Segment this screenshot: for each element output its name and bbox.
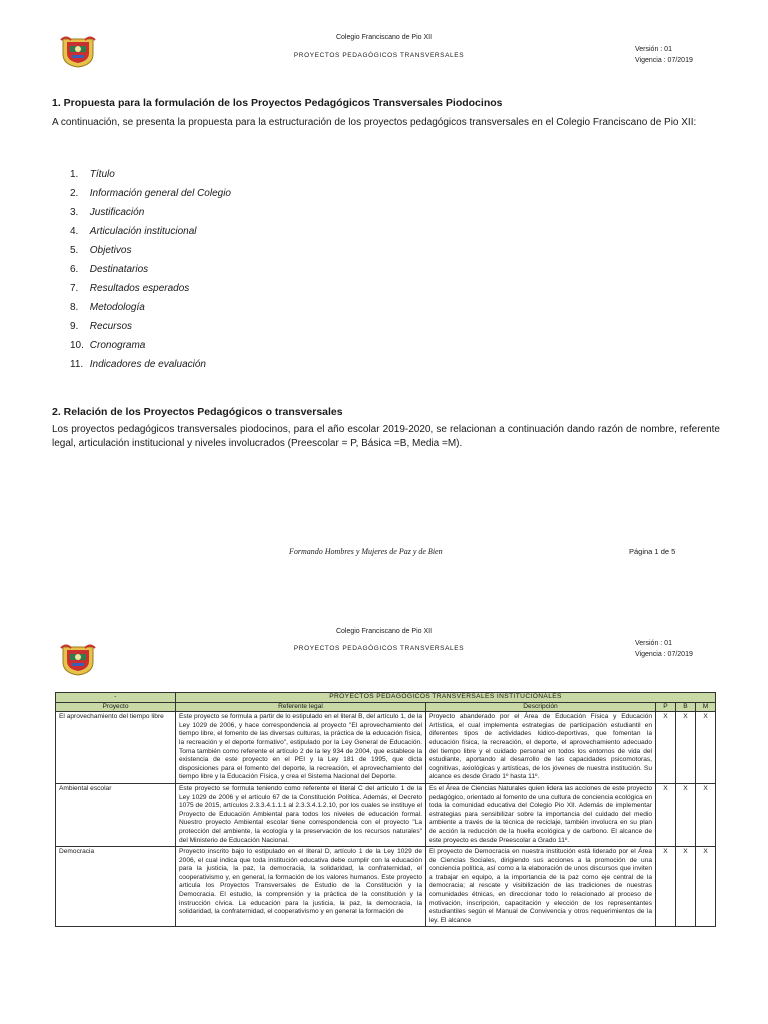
school-name: Colegio Franciscano de Pio XII [335,628,433,635]
section-1-heading: 1. Propuesta para la formulación de los Proyectos Pedagógicos Transversales Piodocinos [52,97,503,109]
legal-reference: Este proyecto se formula teniendo como referente el literal C del artículo 1 de la Ley 1029 de 2006 y el artículo 67 de la Constitución Política. Además, el Decreto 1075 de 2015, artículos 2.3.3.4.1.1.1 al 2.3.3.4.1.2.10, por los cuales se instituye el Proyecto de Educación Ambiental para todos los niveles de educación formal. Nuestro proyecto Ambiental escolar tiene correspondencia con el proyecto "La protección del ambiente, la ecología y la preservación de los recursos naturales" del Ministerio de Educación Nacional. [176,783,426,846]
level-b-mark: X [676,783,696,846]
list-item: 10. Cronograma [70,340,146,351]
version-block [635,638,693,660]
legal-reference: Este proyecto se formula a partir de lo estipulado en el literal B, del artículo 1, de la Ley 1029 de 2006, y hace correspondencia al proyecto "El aprovechamiento del tiempo libre, el fomento de las diversas culturas, la práctica de la educación física, la recreación y el deporte formativo", estipulado por la Ley General de Educación. Toma también como referente el artículo 2 de la ley 934 de 2004, que establece la existencia de este proyecto en el PEI y la Ley 181 de 1995, que dicta disposiciones para el fomento del deporte, la recreación, el aprovechamiento del tiempo libre y la Educación Física, y crea el Sistema Nacional del Deporte. [176,712,426,784]
col-header-project: Proyecto [56,702,176,712]
project-description: El proyecto de Democracia en nuestra institución está liderado por el Área de Ciencias Sociales, dirigiendo sus acciones a la promoción de una conciencia política, así como a la elaboración de unos discursos que inviten a trabajar en equipo, a la importancia de la paz como eje central de la democracia; al rescate y visibilización de las tradiciones de nuestras comunidades étnicas, en direccionar todo lo relacionado al proceso de motivación, inscripción, capacitación y elección de los representantes estudiantiles según el Manual de Convivencia y otros requerimientos de la ley. El alcance [426,847,656,927]
structure-list [70,166,231,375]
validity-label: Vigencia : 07/2019 [635,651,693,658]
project-description: Es el Área de Ciencias Naturales quien lidera las acciones de este proyecto pedagógico, orientado al fomento de una cultura de conciencia ecológica en toda la comunidad educativa del Colegio Pio XII. Además de implementar estrategias para sensibilizar sobre la importancia del cuidado del medio ambiente a través de la técnica de reciclaje, también involucra en su plan de acción la reducción de la huella ecológica y de carbono. El alcance de este proyecto es desde Preescolar a Grado 11º. [426,783,656,846]
list-item: 3. Justificación [70,207,145,218]
table-row [56,847,716,927]
page-number: Página 1 de 5 [629,547,676,556]
table-row [56,712,716,784]
list-item: 6. Destinatarios [70,264,149,275]
level-p-mark: X [656,712,676,784]
version-label: Versión : 01 [635,46,672,53]
list-item: 1. Título [70,169,115,180]
level-b-mark: X [676,712,696,784]
footer-motto: Formando Hombres y Mujeres de Paz y de Bien [289,547,443,556]
col-header-description: Descripción [426,702,656,712]
col-header-legal: Referente legal [176,702,426,712]
list-item: 5. Objetivos [70,245,132,256]
page-header [0,608,768,688]
level-m-mark: X [696,712,716,784]
version-label: Versión : 01 [635,640,672,647]
project-name: El aprovechamiento del tiempo libre [56,712,176,784]
level-p-mark: X [656,783,676,846]
list-item: 11. Indicadores de evaluación [70,359,206,370]
list-item: 2. Información general del Colegio [70,188,231,199]
table-title-row [56,693,716,703]
table-row [56,783,716,846]
document-subtitle: PROYECTOS PEDAGÓGICOS TRANSVERSALES [293,645,465,652]
col-header-b: B [676,702,696,712]
table-header-row [56,702,716,712]
list-item: 8. Metodología [70,302,145,313]
projects-table [55,692,716,927]
list-item: 7. Resultados esperados [70,283,190,294]
project-name: Ambiental escolar [56,783,176,846]
section-2-heading: 2. Relación de los Proyectos Pedagógicos o transversales [52,406,343,418]
list-item: 4. Articulación institucional [70,226,197,237]
project-name: Democracia [56,847,176,927]
level-m-mark: X [696,783,716,846]
table-title: PROYECTOS PEDAGÓGICOS TRANSVERSALES INSTITUCIONALES [176,693,716,703]
version-block [635,44,693,66]
validity-label: Vigencia : 07/2019 [635,57,693,64]
page-header [0,0,768,80]
school-name: Colegio Franciscano de Pio XII [335,34,433,41]
project-description: Proyecto abanderado por el Área de Educación Física y Educación Artística, el cual implementa estrategias de participación estudiantil en diferentes tipos de actividades lúdico-deportivas, que fomentan la educación física, la recreación, el deporte, el aprovechamiento adecuado del tiempo libre y el cuidado personal en todos los entornos de vida del estudiante, aportando al desarrollo de las capacidades psicomotoras, cognitivas, axiológicas y artísticas, de los jóvenes de nuestra institución. Su alcance es desde Grado 1º hasta 11º. [426,712,656,784]
level-m-mark: X [696,847,716,927]
section-2-text: Los proyectos pedagógicos transversales piodocinos, para el año escolar 2019-2020, se relacionan a continuación dando razón de nombre, referente legal, articulación institucional y niveles involucrados (Preescolar = P, Básica =B, Media =M). [52,424,720,449]
col-header-m: M [696,702,716,712]
document-subtitle: PROYECTOS PEDAGÓGICOS TRANSVERSALES [293,52,465,59]
page-gap [0,580,768,608]
table-title-dot: - [56,693,176,703]
level-b-mark: X [676,847,696,927]
page-2 [0,608,768,1024]
col-header-p: P [656,702,676,712]
section-1-intro: A continuación, se presenta la propuesta para la estructuración de los proyectos pedagógicos transversales en el Colegio Franciscano de Pio XII: [52,117,697,128]
legal-reference: Proyecto inscrito bajo lo estipulado en el literal D, artículo 1 de la Ley 1029 de 2006, el cual indica que toda institución educativa debe cumplir con la educación para la justicia, la paz, la democracia, la solidaridad, la confraternidad, el cooperativismo y, en general, la formación de los valores humanos. Este proyecto articula los Proyectos Transversales de Estudio de la Constitución y la Democracia. El estudio, la comprensión y la práctica de la constitución y la instrucción cívica. La educación para la justicia, la paz, la democracia, la solidaridad, la confraternidad, el cooperativismo y en general la formación de [176,847,426,927]
level-p-mark: X [656,847,676,927]
list-item: 9. Recursos [70,321,133,332]
